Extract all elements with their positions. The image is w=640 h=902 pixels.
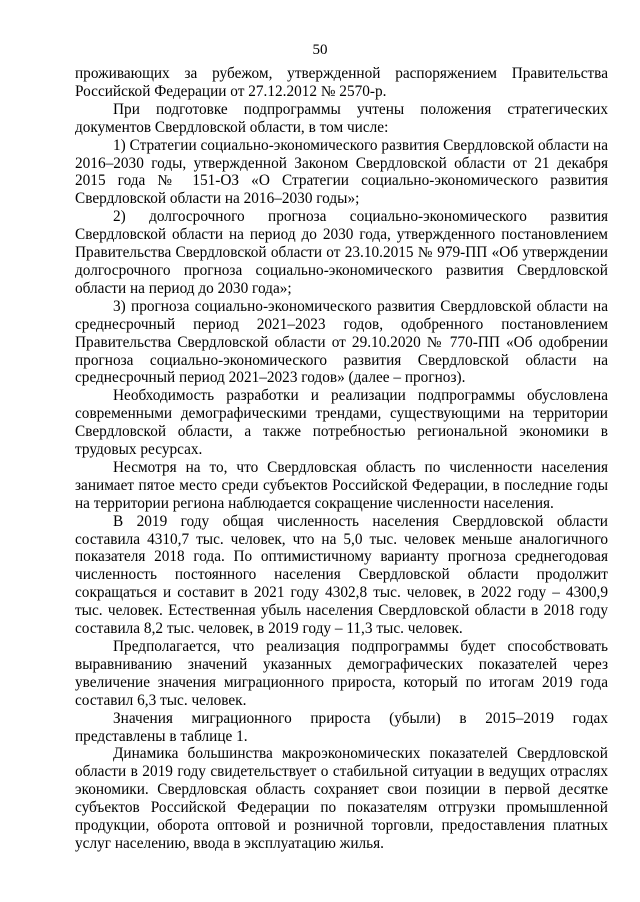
list-item: 3) прогноза социально-экономического развития Свердловской области на среднесрочный период 2021–2023 годов, одобренного постановлением Правительства Свердловской области от 29.10.2020 № 770-ПП «Об одобрении прогноза социально-экономического развития Свердловской области на среднесрочный период 2021–2023 годов» (далее – прогноз). <box>75 297 608 387</box>
page-number: 50 <box>312 42 328 58</box>
list-item: 2) долгосрочного прогноза социально-экономического развития Свердловской области на период до 2030 года, утвержденного постановлением Правительства Свердловской области от 23.10.2015 № 979-ПП «Об утверждении долгосрочного прогноза социально-экономического развития Свердловской области на период до 2030 года»; <box>75 208 608 297</box>
paragraph: Динамика большинства макроэкономических показателей Свердловской области в 2019 году свидетельствует о стабильной ситуации в ведущих отраслях экономики. Свердловская область сохраняет свои позиции в первой десятке субъектов Российской Федерации по показателям отгрузки промышленной продукции, оборота оптовой и розничной торговли, предоставления платных услуг населению, ввода в эксплуатацию жилья. <box>75 745 608 852</box>
paragraph: В 2019 году общая численность населения Свердловской области составила 4310,7 тыс. человек, что на 5,0 тыс. человек меньше аналогичного показателя 2018 года. По оптимистичному варианту прогноза среднегодовая численность постоянного населения Свердловской области продолжит сокращаться и составит в 2021 году 4302,8 тыс. человек, в 2022 году – 4300,9 тыс. человек. Естественная убыль населения Свердловской области в 2018 году составила 8,2 тыс. человек, в 2019 году – 11,3 тыс. человек. <box>75 512 608 638</box>
list-item: 1) Стратегии социально-экономического развития Свердловской области на 2016–2030 годы, утвержденной Законом Свердловской области от 21 декабря 2015 года № 151-ОЗ «О Стратегии социально-экономического развития Свердловской области на 2016–2030 годы»; <box>75 136 608 208</box>
paragraph: Предполагается, что реализация подпрограммы будет способствовать выравниванию значений указанных демографических показателей через увеличение значения миграционного прироста, который по итогам 2019 года составил 6,3 тыс. человек. <box>75 638 608 709</box>
paragraph: Значения миграционного прироста (убыли) в 2015–2019 годах представлены в таблице 1. <box>75 709 608 745</box>
paragraph: проживающих за рубежом, утвержденной распоряжением Правительства Российской Федерации от 27.12.2012 № 2570-р. <box>75 65 608 100</box>
paragraph: При подготовке подпрограммы учтены положения стратегических документов Свердловской области, в том числе: <box>75 100 608 136</box>
paragraph: Несмотря на то, что Свердловская область по численности населения занимает пятое место среди субъектов Российской Федерации, в последние годы на территории региона наблюдается сокращение численности населения. <box>75 458 608 512</box>
body-text <box>75 65 608 853</box>
paragraph: Необходимость разработки и реализации подпрограммы обусловлена современными демографическими трендами, существующими на территории Свердловской области, а также потребностью региональной экономики в трудовых ресурсах. <box>75 387 608 459</box>
